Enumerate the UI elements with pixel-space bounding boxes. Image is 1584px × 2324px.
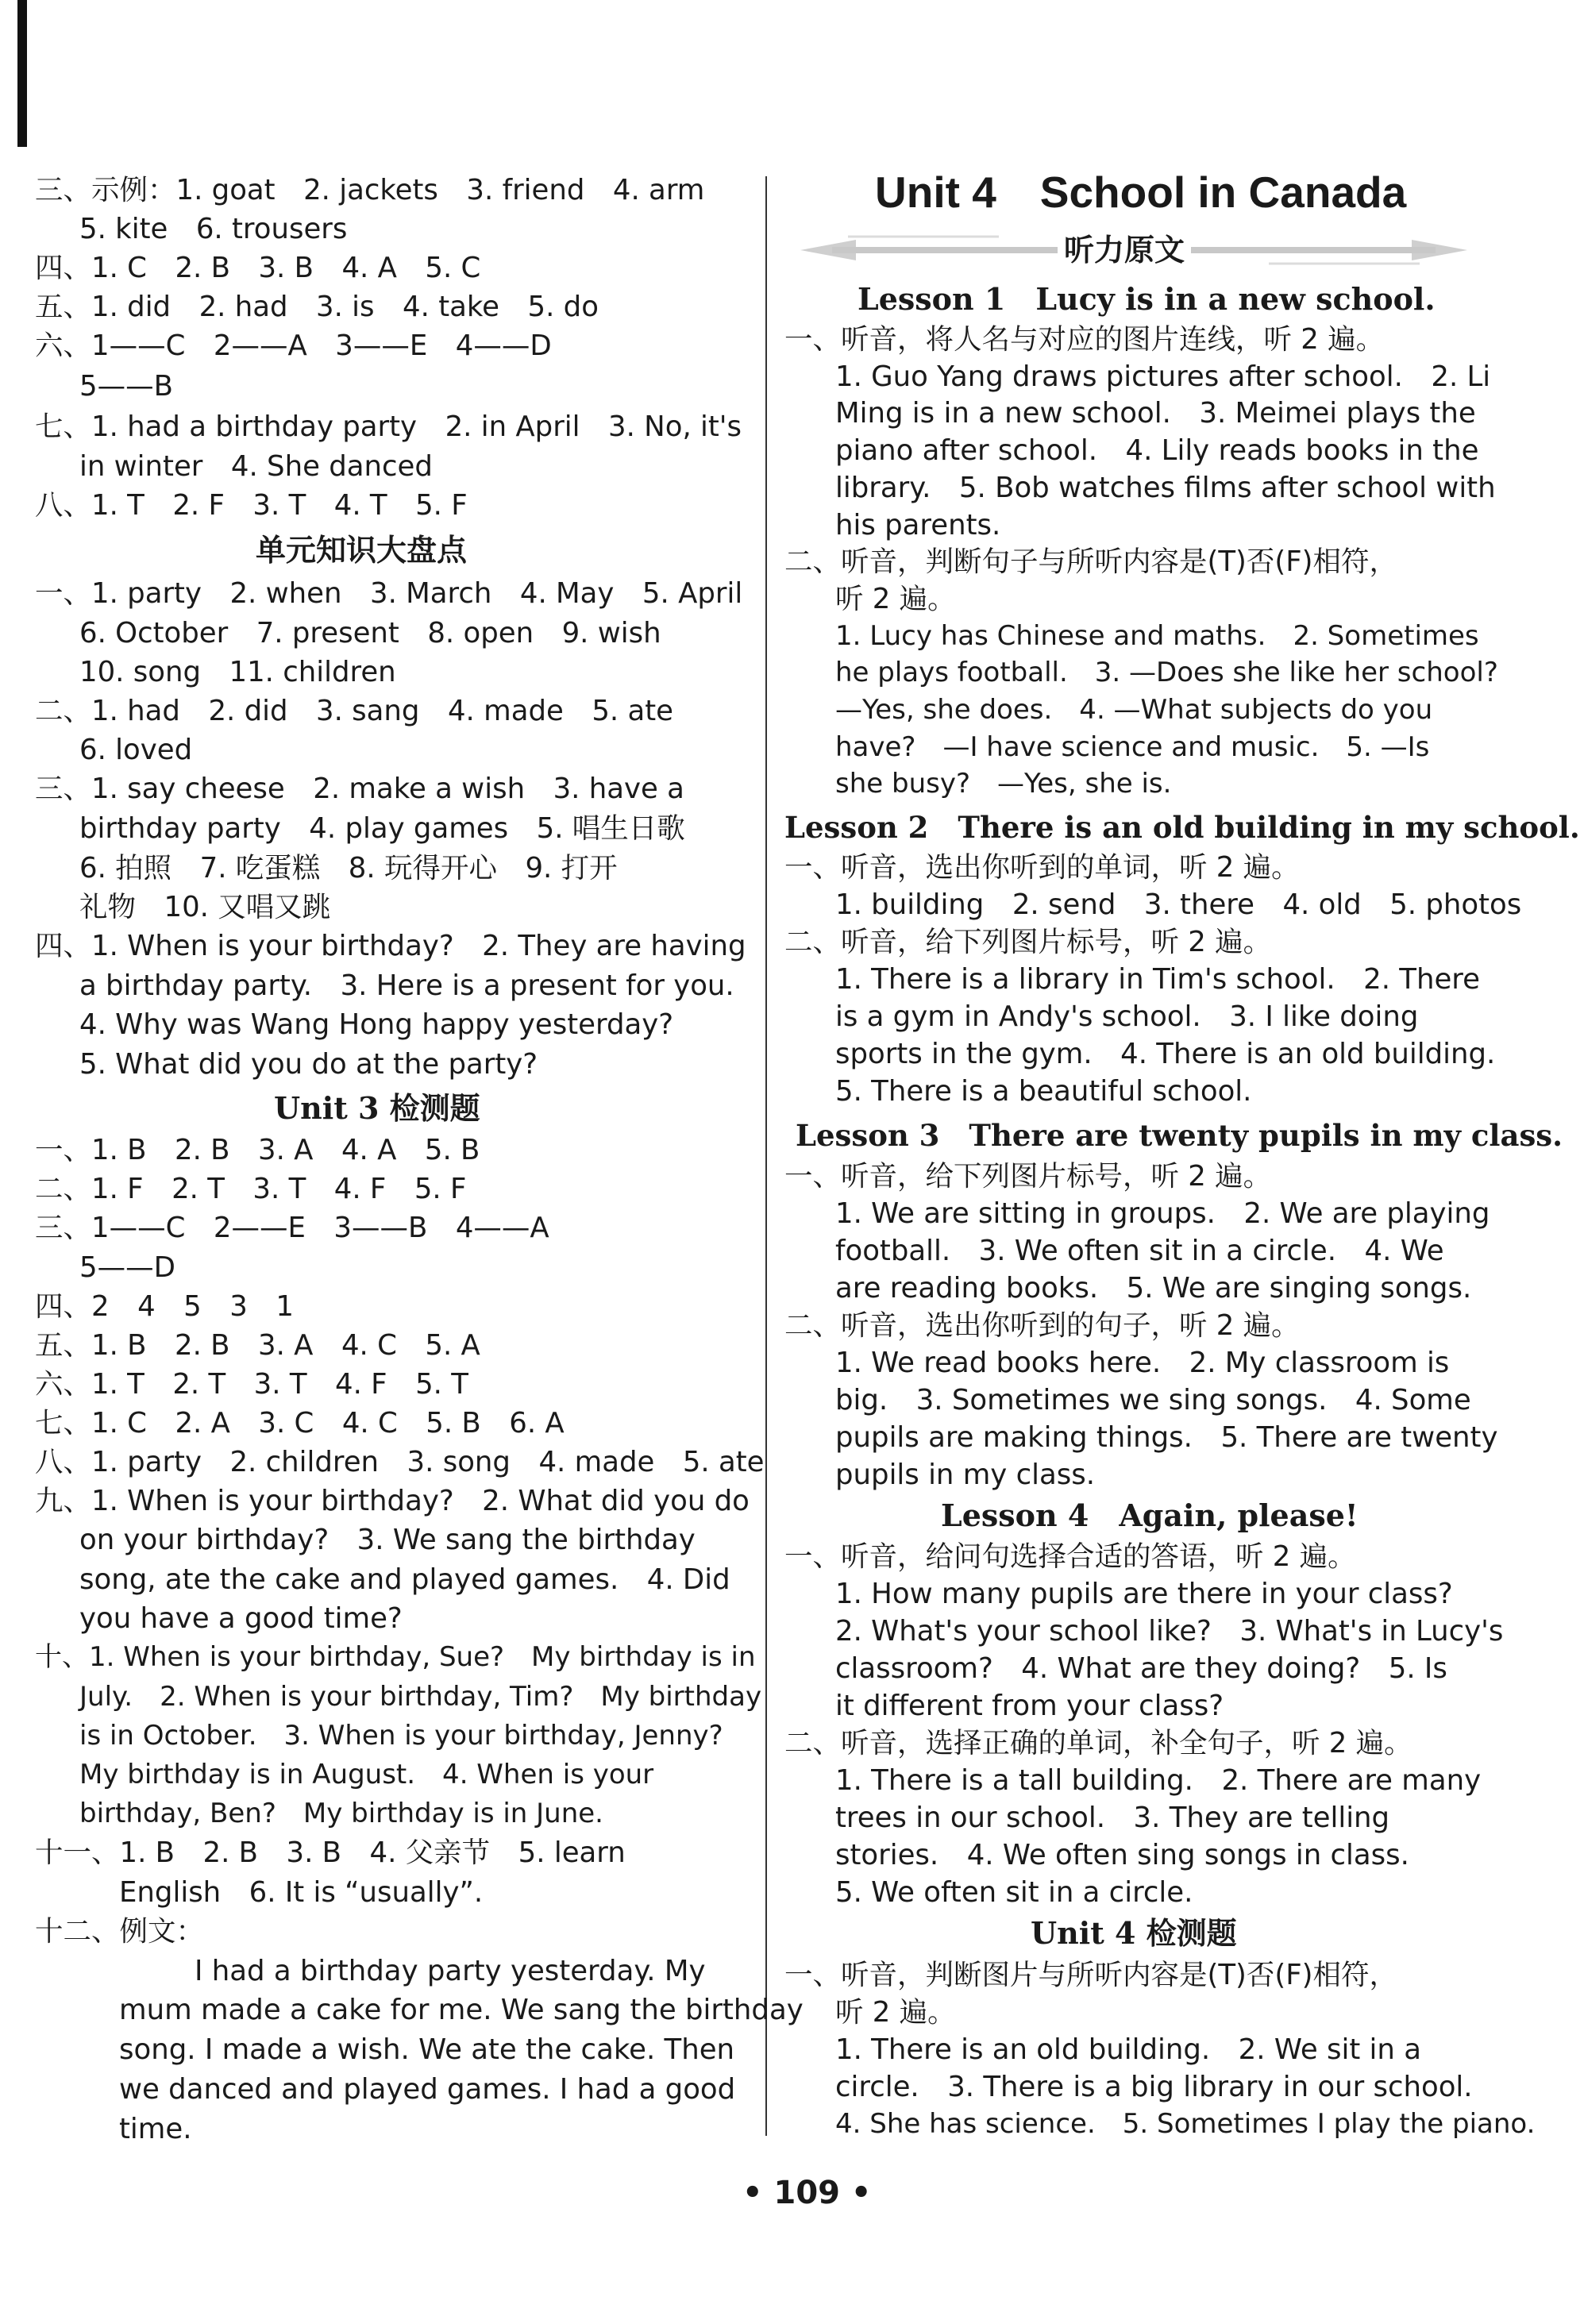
answer-line: in winter 4. She danced <box>79 450 433 483</box>
answer-line: piano after school. 4. Lily reads books in the <box>835 434 1479 467</box>
answer-line: pupils in my class. <box>835 1459 1096 1491</box>
answer-line: 一、1. party 2. when 3. March 4. May 5. April <box>35 577 743 610</box>
answer-line: 5. There is a beautiful school. <box>835 1075 1252 1108</box>
answer-line: 5. We often sit in a circle. <box>835 1876 1193 1909</box>
answer-line: 1. We are sitting in groups. 2. We are playing <box>835 1197 1490 1230</box>
answer-line: 十一、1. B 2. B 3. B 4. 父亲节 5. learn <box>35 1836 626 1869</box>
answer-line: pupils are making things. 5. There are twenty <box>835 1421 1498 1454</box>
answer-line: 八、1. T 2. F 3. T 4. T 5. F <box>35 489 468 522</box>
answer-line: circle. 3. There is a big library in our school. <box>835 2071 1473 2103</box>
answer-line: 5——B <box>79 370 173 403</box>
answer-line: stories. 4. We often sing songs in class. <box>835 1839 1409 1871</box>
answer-line: football. 3. We often sit in a circle. 4. We <box>835 1235 1444 1267</box>
section-heading: 单元知识大盘点 <box>256 533 468 568</box>
answer-line: 六、1——C 2——A 3——E 4——D <box>35 330 552 362</box>
answer-line: 1. There is a tall building. 2. There are many <box>835 1764 1482 1797</box>
answer-line: on your birthday? 3. We sang the birthday <box>79 1524 696 1556</box>
answer-line: library. 5. Bob watches films after school with <box>835 472 1496 504</box>
answer-line: 1. Lucy has Chinese and maths. 2. Sometimes <box>835 620 1479 652</box>
answer-line: she busy? —Yes, she is. <box>835 768 1172 800</box>
answer-line: it different from your class? <box>835 1690 1224 1722</box>
answer-line: birthday party 4. play games 5. 唱生日歌 <box>79 812 685 845</box>
answer-line: 十二、例文： <box>35 1915 205 1948</box>
answer-line: song. I made a wish. We ate the cake. Then <box>119 2033 735 2066</box>
answer-line: 九、1. When is your birthday? 2. What did you do <box>35 1485 750 1517</box>
answer-line: 2. What's your school like? 3. What's in Lucy's <box>835 1615 1504 1648</box>
answer-line: he plays football. 3. —Does she like her school? <box>835 657 1498 688</box>
answer-line: song, ate the cake and played games. 4. Did <box>79 1563 730 1596</box>
answer-line: 听 2 遍。 <box>835 1996 956 2029</box>
answer-line: 4. Why was Wang Hong happy yesterday? <box>79 1008 674 1041</box>
answer-line: English 6. It is “usually”. <box>119 1876 484 1909</box>
answer-line: 七、1. C 2. A 3. C 4. C 5. B 6. A <box>35 1407 565 1439</box>
answer-line: 一、听音，给问句选择合适的答语，听 2 遍。 <box>784 1540 1356 1573</box>
answer-line: sports in the gym. 4. There is an old building. <box>835 1038 1496 1070</box>
lesson-heading: Lesson 1 Lucy is in a new school. <box>858 281 1436 317</box>
answer-line: trees in our school. 3. They are telling <box>835 1802 1390 1834</box>
answer-line: 三、1——C 2——E 3——B 4——A <box>35 1212 549 1244</box>
answer-line: 一、听音，选出你听到的单词，听 2 遍。 <box>784 851 1300 884</box>
answer-line: 5. What did you do at the party? <box>79 1048 538 1081</box>
answer-line: 礼物 10. 又唱又跳 <box>79 891 331 923</box>
answer-line: 一、1. B 2. B 3. A 4. A 5. B <box>35 1134 480 1166</box>
answer-line: Ming is in a new school. 3. Meimei plays the <box>835 397 1476 430</box>
answer-line: is in October. 3. When is your birthday, Jenny? <box>79 1720 723 1752</box>
answer-line: his parents. <box>835 509 1001 541</box>
answer-line: big. 3. Sometimes we sing songs. 4. Some <box>835 1384 1471 1416</box>
answer-line: I had a birthday party yesterday. My <box>195 1955 706 1987</box>
answer-line: 5——D <box>79 1251 175 1284</box>
answer-line: 四、1. When is your birthday? 2. They are having <box>35 930 746 962</box>
answer-line: you have a good time? <box>79 1602 403 1635</box>
answer-line: a birthday party. 3. Here is a present for you. <box>79 969 734 1002</box>
answer-line: 二、1. had 2. did 3. sang 4. made 5. ate <box>35 695 674 727</box>
answer-line: 1. building 2. send 3. there 4. old 5. photos <box>835 888 1522 921</box>
answer-line: have? —I have science and music. 5. —Is <box>835 731 1430 763</box>
answer-line: 八、1. party 2. children 3. song 4. made 5. ate <box>35 1446 765 1478</box>
lesson-heading: Lesson 2 There is an old building in my school. <box>784 810 1580 845</box>
answer-line: 5. kite 6. trousers <box>79 213 348 245</box>
answer-line: 1. There is a library in Tim's school. 2. There <box>835 963 1480 996</box>
answer-line: 一、听音，判断图片与所听内容是(T)否(F)相符， <box>784 1959 1398 1991</box>
answer-line: 二、听音，选择正确的单词，补全句子，听 2 遍。 <box>784 1727 1412 1759</box>
answer-line: birthday, Ben? My birthday is in June. <box>79 1798 603 1829</box>
section-heading: Unit 3 检测题 <box>274 1090 480 1126</box>
answer-line: 1. Guo Yang draws pictures after school. 2. Li <box>835 360 1491 393</box>
banner-title: 听力原文 <box>1058 235 1191 265</box>
answer-line: 1. We read books here. 2. My classroom is <box>835 1347 1450 1379</box>
answer-line: 一、听音，将人名与对应的图片连线，听 2 遍。 <box>784 323 1385 356</box>
answer-line: My birthday is in August. 4. When is your <box>79 1759 654 1790</box>
lesson-heading: Lesson 4 Again, please! <box>941 1497 1359 1533</box>
answer-line: 五、1. did 2. had 3. is 4. take 5. do <box>35 291 599 323</box>
answer-line: 听 2 遍。 <box>835 583 956 615</box>
answer-line: July. 2. When is your birthday, Tim? My birthday <box>79 1681 762 1713</box>
section-heading: Unit 4 检测题 <box>1031 1915 1237 1951</box>
page-number: • 109 • <box>742 2175 872 2211</box>
answer-line: 二、听音，选出你听到的句子，听 2 遍。 <box>784 1309 1300 1342</box>
lesson-heading: Lesson 3 There are twenty pupils in my class. <box>796 1118 1563 1153</box>
answer-line: 六、1. T 2. T 3. T 4. F 5. T <box>35 1368 468 1401</box>
answer-line: classroom? 4. What are they doing? 5. Is <box>835 1652 1447 1685</box>
answer-line: 1. There is an old building. 2. We sit in a <box>835 2033 1421 2066</box>
answer-line: time. <box>119 2113 192 2145</box>
answer-line: 6. October 7. present 8. open 9. wish <box>79 617 661 649</box>
answer-line: 二、1. F 2. T 3. T 4. F 5. F <box>35 1173 467 1205</box>
answer-line: we danced and played games. I had a good <box>119 2073 736 2106</box>
column-divider <box>765 176 767 2136</box>
answer-line: —Yes, she does. 4. —What subjects do you <box>835 694 1433 726</box>
unit-title: Unit 4 School in Canada <box>875 168 1407 217</box>
answer-line: 三、1. say cheese 2. make a wish 3. have a <box>35 773 684 805</box>
answer-line: 4. She has science. 5. Sometimes I play the piano. <box>835 2108 1536 2140</box>
answer-line: 二、听音，判断句子与所听内容是(T)否(F)相符， <box>784 545 1398 578</box>
answer-line: 十、1. When is your birthday, Sue? My birthday is in <box>35 1641 756 1673</box>
left-margin-bar <box>17 0 27 147</box>
answer-line: 四、1. C 2. B 3. B 4. A 5. C <box>35 252 481 284</box>
answer-line: 三、示例：1. goat 2. jackets 3. friend 4. arm <box>35 174 705 206</box>
answer-line: 二、听音，给下列图片标号，听 2 遍。 <box>784 926 1272 958</box>
answer-line: 七、1. had a birthday party 2. in April 3. No, it's <box>35 410 742 443</box>
answer-line: 1. How many pupils are there in your class? <box>835 1578 1453 1610</box>
answer-line: are reading books. 5. We are singing songs. <box>835 1272 1472 1305</box>
answer-line: 10. song 11. children <box>79 656 396 688</box>
answer-line: 五、1. B 2. B 3. A 4. C 5. A <box>35 1329 480 1362</box>
answer-line: 四、2 4 5 3 1 <box>35 1290 294 1323</box>
answer-line: 6. loved <box>79 734 193 766</box>
answer-line: is a gym in Andy's school. 3. I like doing <box>835 1000 1419 1033</box>
answer-line: 6. 拍照 7. 吃蛋糕 8. 玩得开心 9. 打开 <box>79 852 618 885</box>
answer-line: 一、听音，给下列图片标号，听 2 遍。 <box>784 1160 1272 1193</box>
answer-line: mum made a cake for me. We sang the birthday <box>119 1994 804 2026</box>
